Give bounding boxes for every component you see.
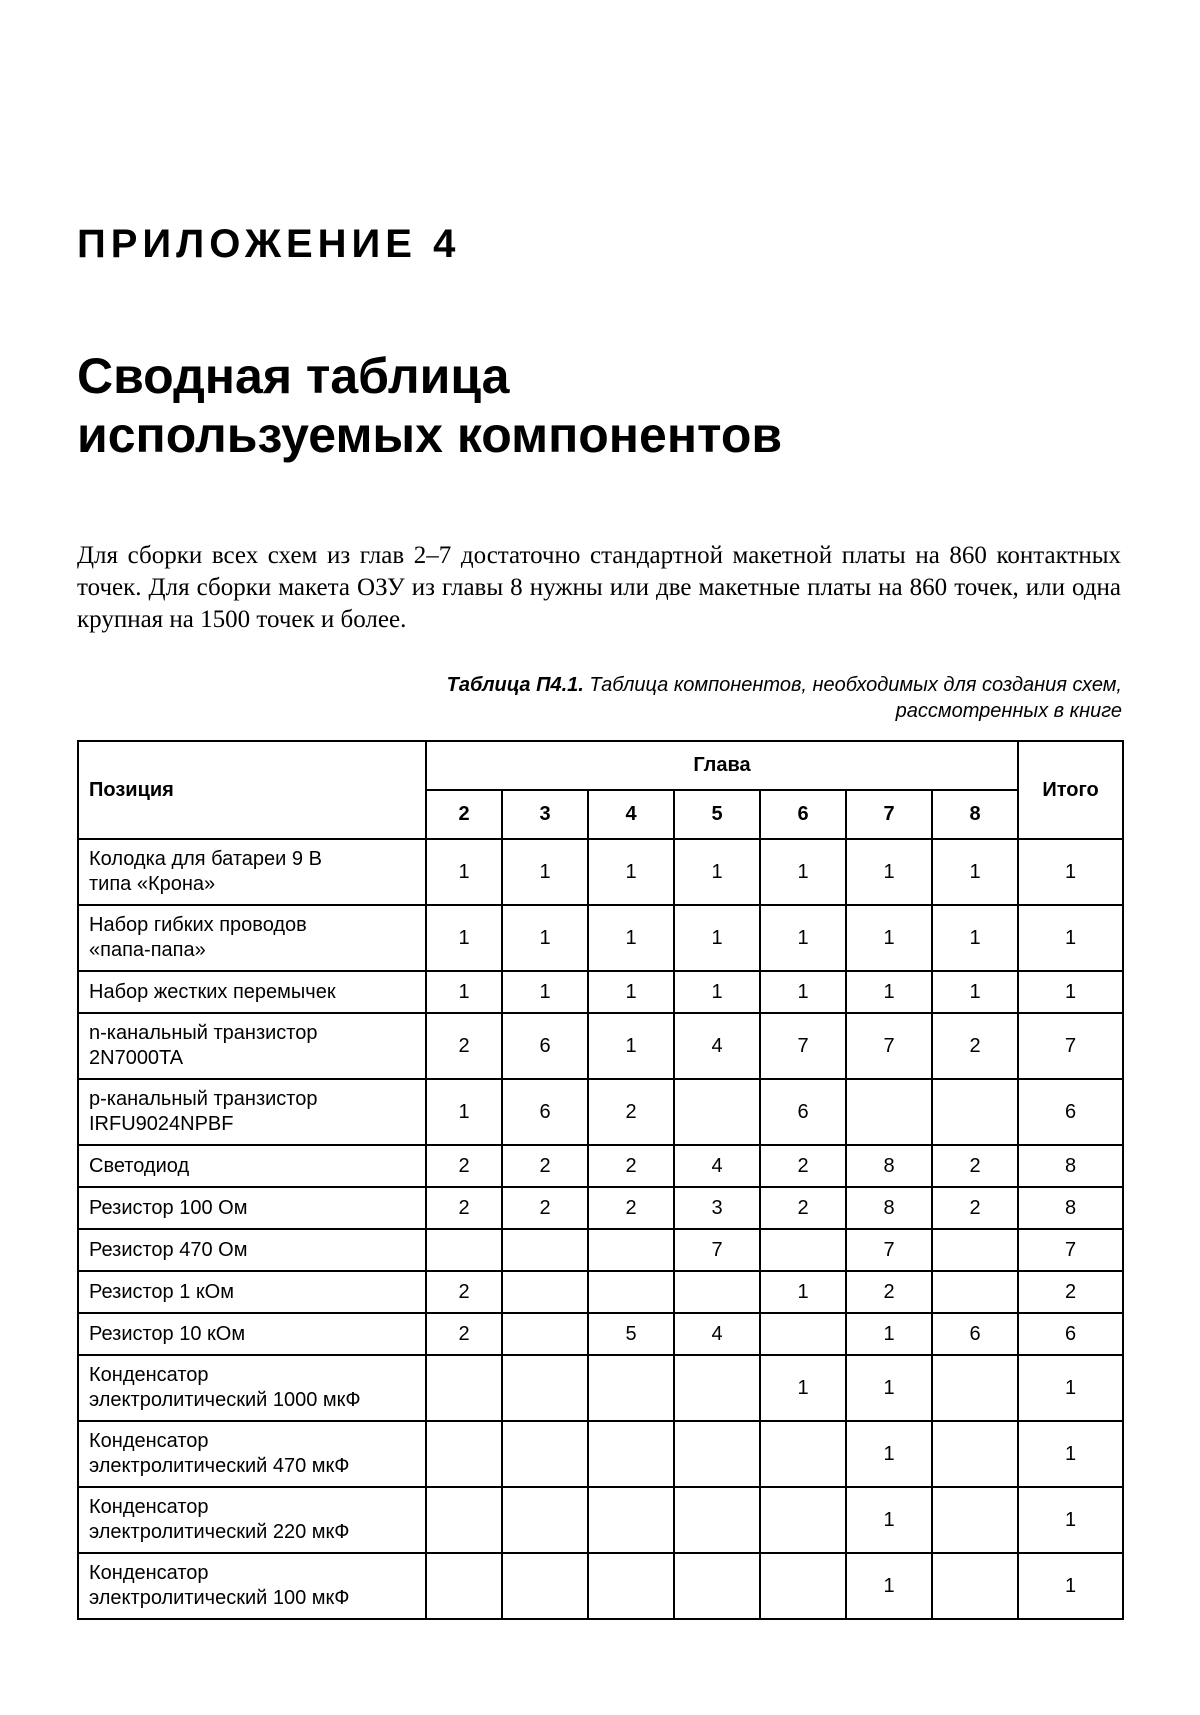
quantity-cell <box>588 1421 674 1487</box>
quantity-cell <box>932 1079 1018 1145</box>
component-name-cell <box>78 1079 426 1145</box>
table-row <box>78 971 1123 1013</box>
component-name-cell <box>78 1313 426 1355</box>
component-name-line: Резистор 470 Ом <box>89 1238 248 1261</box>
component-name-cell <box>78 1145 426 1187</box>
quantity-cell <box>502 1355 588 1421</box>
quantity-cell <box>426 1487 502 1553</box>
quantity-cell: 1 <box>846 1355 932 1421</box>
component-name-line: Резистор 10 кОм <box>89 1322 246 1345</box>
chapter-number-header: 8 <box>932 790 1018 839</box>
quantity-cell <box>932 1229 1018 1271</box>
quantity-cell: 1 <box>502 839 588 905</box>
component-name-line: Набор гибких проводов <box>89 914 307 936</box>
total-header: Итого <box>1018 741 1123 839</box>
component-name-cell <box>78 1355 426 1421</box>
quantity-cell <box>760 1421 846 1487</box>
component-name-line: электролитический 220 мкФ <box>89 1521 350 1543</box>
quantity-cell: 1 <box>846 905 932 971</box>
component-name-cell <box>78 839 426 905</box>
quantity-cell: 7 <box>674 1229 760 1271</box>
quantity-cell: 2 <box>426 1145 502 1187</box>
total-cell: 1 <box>1018 905 1123 971</box>
quantity-cell: 2 <box>932 1187 1018 1229</box>
component-name-line: IRFU9024NPBF <box>89 1113 234 1135</box>
quantity-cell: 2 <box>426 1187 502 1229</box>
quantity-cell: 1 <box>588 905 674 971</box>
quantity-cell <box>760 1553 846 1619</box>
component-name-cell <box>78 1229 426 1271</box>
quantity-cell: 4 <box>674 1313 760 1355</box>
chapter-number-header: 5 <box>674 790 760 839</box>
total-cell: 1 <box>1018 1553 1123 1619</box>
quantity-cell: 2 <box>846 1271 932 1313</box>
quantity-cell: 2 <box>932 1145 1018 1187</box>
appendix-label: ПРИЛОЖЕНИЕ 4 <box>77 222 461 266</box>
table-body <box>78 839 1123 1619</box>
quantity-cell <box>674 1079 760 1145</box>
component-name-line: Конденсатор <box>89 1364 209 1386</box>
component-name-cell <box>78 1271 426 1313</box>
quantity-cell <box>846 1079 932 1145</box>
quantity-cell: 1 <box>426 971 502 1013</box>
table-row <box>78 1355 1123 1421</box>
chapter-number-header: 6 <box>760 790 846 839</box>
quantity-cell: 2 <box>502 1187 588 1229</box>
quantity-cell <box>588 1229 674 1271</box>
chapter-group-header: Глава <box>426 741 1018 790</box>
component-name-line: Конденсатор <box>89 1496 209 1518</box>
quantity-cell <box>674 1553 760 1619</box>
quantity-cell: 1 <box>426 1079 502 1145</box>
chapter-number-header: 2 <box>426 790 502 839</box>
quantity-cell <box>502 1229 588 1271</box>
quantity-cell: 1 <box>760 905 846 971</box>
quantity-cell: 7 <box>760 1013 846 1079</box>
table-caption <box>300 672 1122 724</box>
total-cell: 6 <box>1018 1313 1123 1355</box>
chapter-number-header: 4 <box>588 790 674 839</box>
table-caption-label: Таблица П4.1. <box>446 674 584 696</box>
quantity-cell: 1 <box>674 971 760 1013</box>
table-header <box>78 741 1123 839</box>
component-name-cell <box>78 1013 426 1079</box>
quantity-cell: 1 <box>932 839 1018 905</box>
total-cell: 1 <box>1018 1421 1123 1487</box>
quantity-cell: 1 <box>846 1421 932 1487</box>
quantity-cell: 2 <box>760 1145 846 1187</box>
position-header: Позиция <box>78 741 426 839</box>
component-name-line: Колодка для батареи 9 В <box>89 848 322 870</box>
chapter-title-line: Сводная таблица <box>77 348 510 404</box>
quantity-cell <box>502 1553 588 1619</box>
quantity-cell: 1 <box>588 971 674 1013</box>
component-name-line: Конденсатор <box>89 1430 209 1452</box>
components-table <box>77 740 1124 1620</box>
quantity-cell: 4 <box>674 1013 760 1079</box>
quantity-cell <box>426 1421 502 1487</box>
quantity-cell <box>932 1421 1018 1487</box>
component-name-cell <box>78 1421 426 1487</box>
quantity-cell <box>932 1355 1018 1421</box>
quantity-cell <box>588 1487 674 1553</box>
quantity-cell <box>674 1355 760 1421</box>
table-caption-line <box>300 672 1122 698</box>
quantity-cell: 1 <box>760 971 846 1013</box>
quantity-cell <box>502 1271 588 1313</box>
component-name-cell <box>78 1553 426 1619</box>
quantity-cell <box>426 1229 502 1271</box>
quantity-cell: 1 <box>674 905 760 971</box>
quantity-cell: 1 <box>760 1355 846 1421</box>
quantity-cell: 1 <box>426 905 502 971</box>
table-header-row <box>78 741 1123 790</box>
component-name-line: электролитический 470 мкФ <box>89 1455 350 1477</box>
component-name-cell <box>78 1487 426 1553</box>
table-row <box>78 905 1123 971</box>
component-name-line: «папа-папа» <box>89 939 206 961</box>
quantity-cell <box>502 1313 588 1355</box>
component-name-line: n-канальный транзистор <box>89 1022 318 1044</box>
table-row <box>78 1187 1123 1229</box>
quantity-cell: 7 <box>846 1229 932 1271</box>
quantity-cell: 1 <box>846 1553 932 1619</box>
quantity-cell <box>674 1487 760 1553</box>
quantity-cell: 5 <box>588 1313 674 1355</box>
table-row <box>78 1013 1123 1079</box>
component-name-cell <box>78 971 426 1013</box>
component-name-line: электролитический 1000 мкФ <box>89 1389 361 1411</box>
quantity-cell <box>760 1313 846 1355</box>
chapter-title <box>77 347 1127 465</box>
chapter-number-header: 7 <box>846 790 932 839</box>
quantity-cell: 2 <box>588 1145 674 1187</box>
table-row <box>78 1487 1123 1553</box>
table-row <box>78 1229 1123 1271</box>
quantity-cell: 2 <box>760 1187 846 1229</box>
component-name-cell <box>78 1187 426 1229</box>
quantity-cell <box>674 1271 760 1313</box>
component-name-cell <box>78 905 426 971</box>
quantity-cell <box>760 1487 846 1553</box>
quantity-cell <box>932 1271 1018 1313</box>
total-cell: 8 <box>1018 1187 1123 1229</box>
quantity-cell: 1 <box>846 839 932 905</box>
total-cell: 1 <box>1018 1487 1123 1553</box>
quantity-cell: 1 <box>760 839 846 905</box>
quantity-cell <box>426 1553 502 1619</box>
table-row <box>78 1145 1123 1187</box>
quantity-cell <box>588 1355 674 1421</box>
quantity-cell: 1 <box>502 905 588 971</box>
quantity-cell <box>932 1487 1018 1553</box>
quantity-cell: 2 <box>426 1271 502 1313</box>
quantity-cell <box>588 1271 674 1313</box>
quantity-cell: 1 <box>846 971 932 1013</box>
total-cell: 8 <box>1018 1145 1123 1187</box>
component-name-line: Резистор 1 кОм <box>89 1280 234 1303</box>
quantity-cell: 1 <box>674 839 760 905</box>
component-name-line: Резистор 100 Ом <box>89 1196 248 1219</box>
quantity-cell: 6 <box>932 1313 1018 1355</box>
quantity-cell: 8 <box>846 1145 932 1187</box>
quantity-cell: 6 <box>502 1013 588 1079</box>
quantity-cell: 1 <box>932 905 1018 971</box>
intro-paragraph: Для сборки всех схем из глав 2–7 достаточно стандартной макетной платы на 860 контактных точек. Для сборки макета ОЗУ из главы 8 нужны или две макетные платы на 860 точек, или одна крупная на 1500 точек и более. <box>77 542 1121 633</box>
total-cell: 7 <box>1018 1229 1123 1271</box>
quantity-cell: 1 <box>760 1271 846 1313</box>
table-row <box>78 839 1123 905</box>
quantity-cell: 1 <box>588 1013 674 1079</box>
component-name-line: p-канальный транзистор <box>89 1088 318 1110</box>
quantity-cell: 8 <box>846 1187 932 1229</box>
table-row <box>78 1421 1123 1487</box>
quantity-cell <box>588 1553 674 1619</box>
component-name-line: Конденсатор <box>89 1562 209 1584</box>
quantity-cell: 2 <box>502 1145 588 1187</box>
component-name-line: Светодиод <box>89 1154 190 1177</box>
table-row <box>78 1553 1123 1619</box>
quantity-cell: 1 <box>426 839 502 905</box>
total-cell: 1 <box>1018 1355 1123 1421</box>
table-caption-text: Таблица компонентов, необходимых для создания схем, <box>589 674 1122 696</box>
quantity-cell: 1 <box>502 971 588 1013</box>
total-cell: 2 <box>1018 1271 1123 1313</box>
total-cell: 6 <box>1018 1079 1123 1145</box>
table-row <box>78 1313 1123 1355</box>
quantity-cell <box>674 1421 760 1487</box>
component-name-line: электролитический 100 мкФ <box>89 1587 350 1609</box>
table-caption-line: рассмотренных в книге <box>895 700 1122 722</box>
quantity-cell: 3 <box>674 1187 760 1229</box>
quantity-cell <box>502 1421 588 1487</box>
quantity-cell: 2 <box>588 1079 674 1145</box>
total-cell: 1 <box>1018 839 1123 905</box>
quantity-cell: 7 <box>846 1013 932 1079</box>
quantity-cell <box>426 1355 502 1421</box>
quantity-cell: 1 <box>846 1313 932 1355</box>
table-row <box>78 1079 1123 1145</box>
quantity-cell: 2 <box>426 1013 502 1079</box>
quantity-cell: 1 <box>932 971 1018 1013</box>
quantity-cell: 6 <box>760 1079 846 1145</box>
quantity-cell: 2 <box>932 1013 1018 1079</box>
quantity-cell: 2 <box>588 1187 674 1229</box>
component-name-line: Набор жестких перемычек <box>89 980 336 1003</box>
table-row <box>78 1271 1123 1313</box>
total-cell: 7 <box>1018 1013 1123 1079</box>
quantity-cell: 4 <box>674 1145 760 1187</box>
component-name-line: 2N7000TA <box>89 1047 184 1069</box>
component-name-line: типа «Крона» <box>89 873 216 895</box>
quantity-cell: 1 <box>588 839 674 905</box>
chapter-title-line: используемых компонентов <box>77 407 783 463</box>
total-cell: 1 <box>1018 971 1123 1013</box>
quantity-cell: 6 <box>502 1079 588 1145</box>
quantity-cell <box>932 1553 1018 1619</box>
quantity-cell <box>502 1487 588 1553</box>
quantity-cell <box>760 1229 846 1271</box>
quantity-cell: 1 <box>846 1487 932 1553</box>
chapter-number-header: 3 <box>502 790 588 839</box>
quantity-cell: 2 <box>426 1313 502 1355</box>
